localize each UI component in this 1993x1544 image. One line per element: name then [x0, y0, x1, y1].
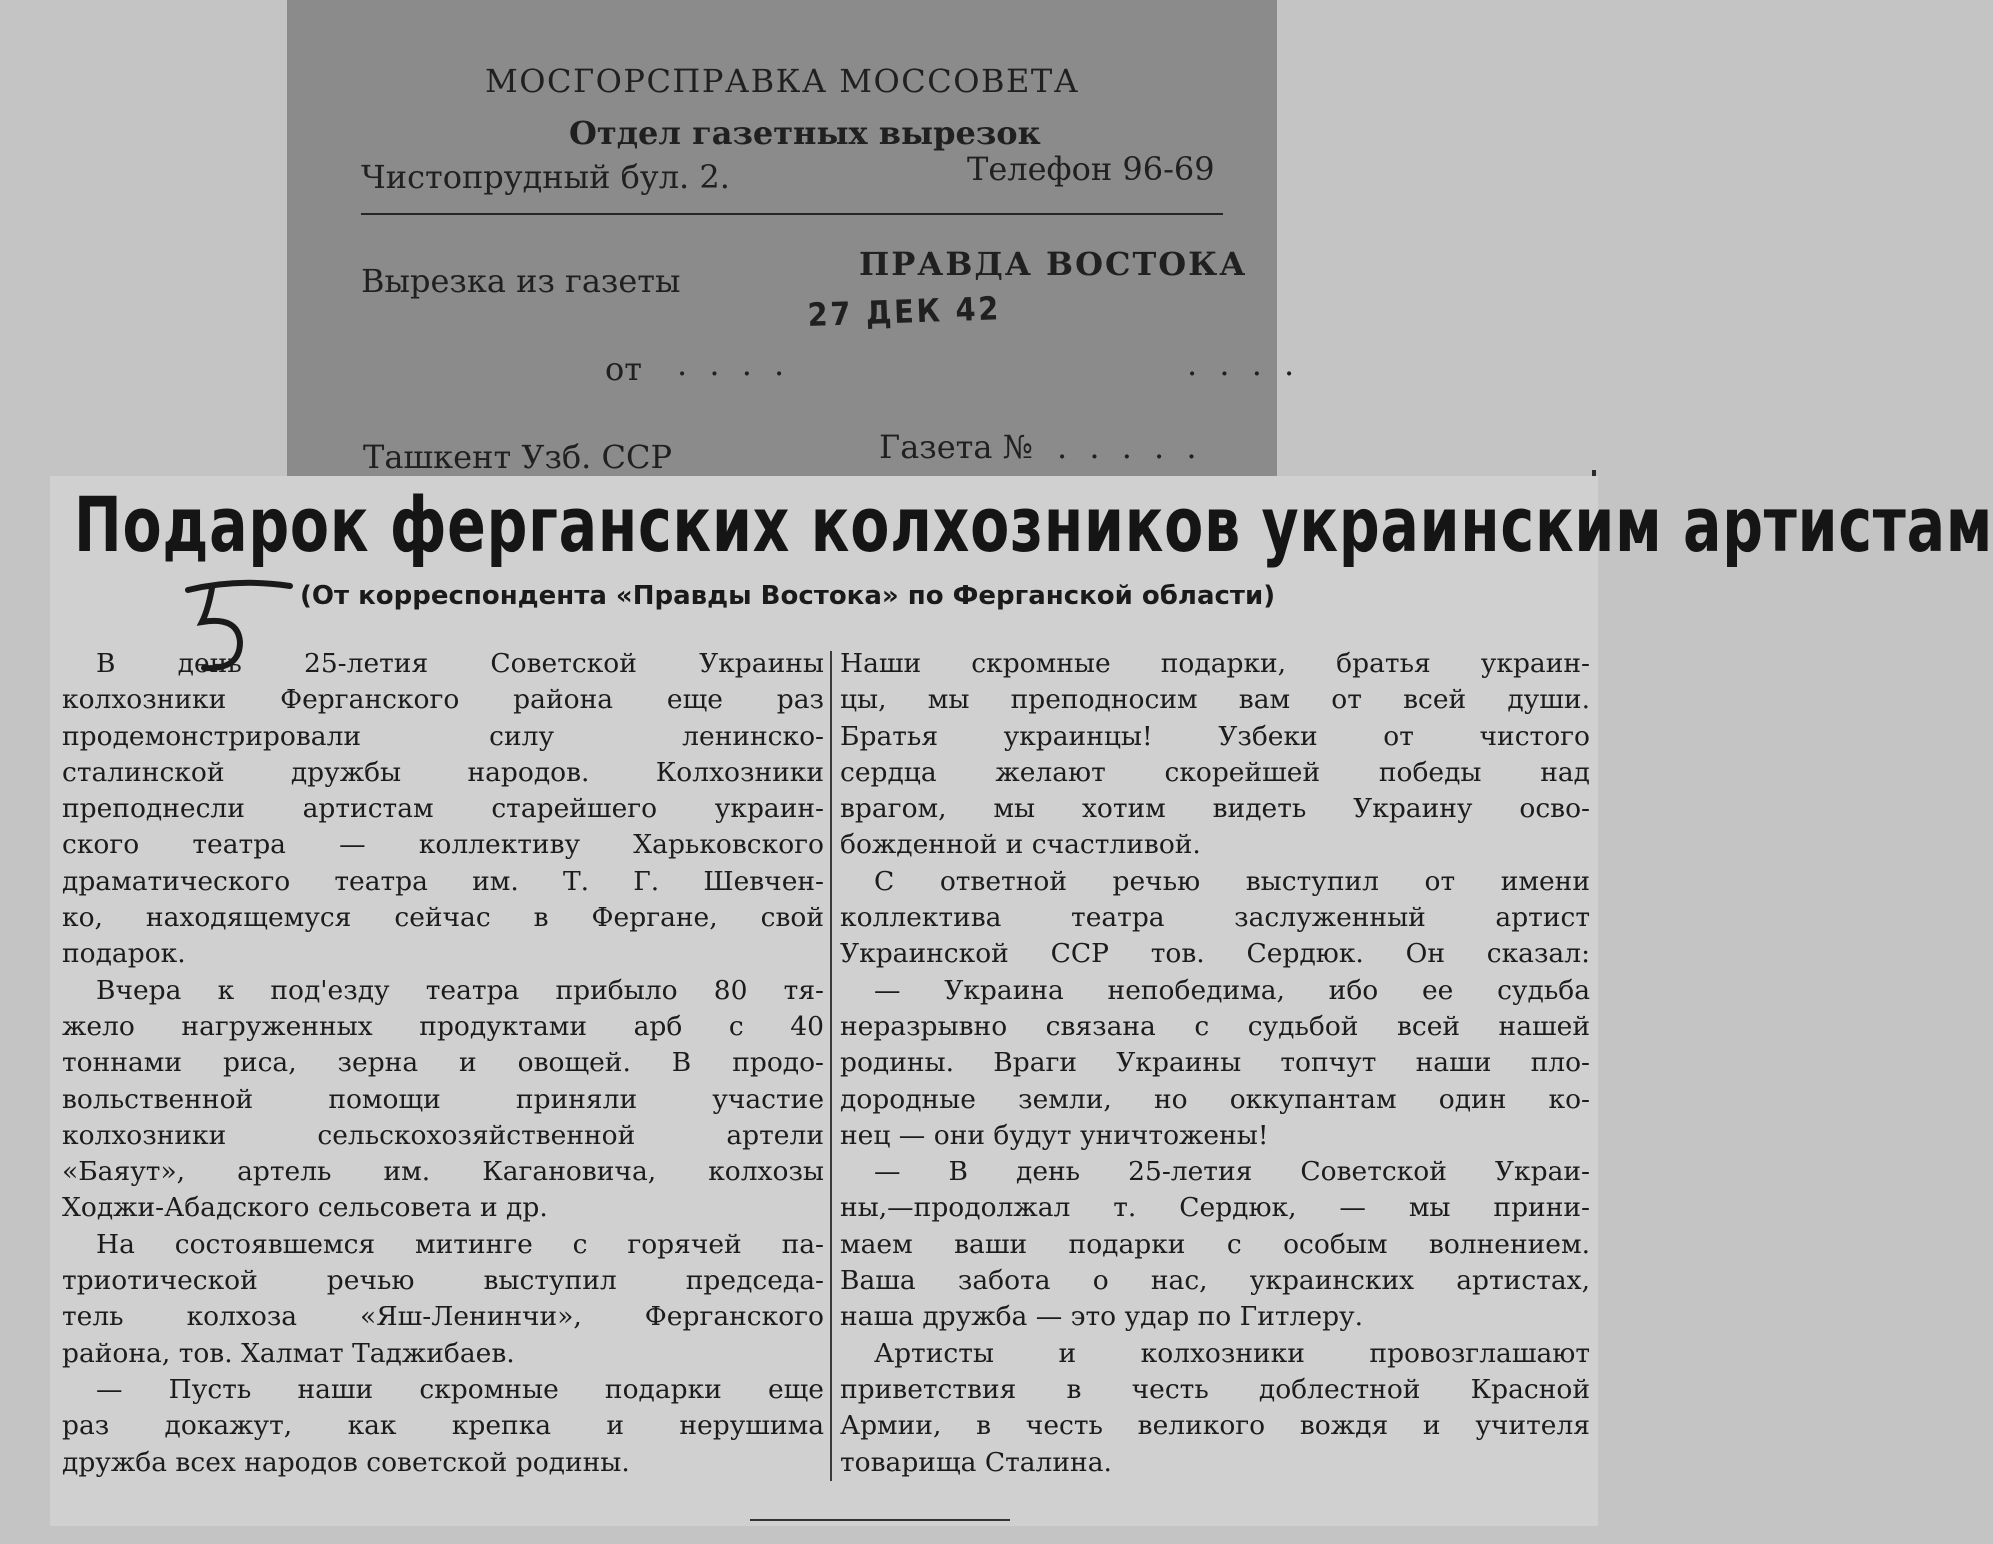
- article-text-line: родины. Враги Украины топчут наши пло-: [840, 1047, 1590, 1079]
- article-text-line: Вчера к под'езду театра прибыло 80 тя-: [96, 974, 824, 1006]
- article-text-line: — Украина непобедима, ибо ее судьба: [874, 974, 1590, 1006]
- article-text-line: «Баяут», артель им. Кагановича, колхозы: [62, 1156, 824, 1188]
- label-clipping-from: Вырезка из газеты: [361, 262, 681, 300]
- article-text-line: сердца желают скорейшей победы над: [840, 756, 1590, 788]
- label-department: Отдел газетных вырезок: [569, 114, 1041, 152]
- article-text-line: цы, мы преподносим вам от всей души.: [840, 684, 1590, 716]
- article-text-line: тель колхоза «Яш-Ленинчи», Ферганского: [62, 1301, 824, 1333]
- label-gazeta-number: Газета №: [879, 428, 1033, 466]
- article-text-line: колхозники сельскохозяйственной артели: [62, 1119, 824, 1151]
- article-column-right: [840, 646, 1590, 1481]
- article-text-line: дружба всех народов советской родины.: [62, 1446, 630, 1478]
- article-text-line: Ходжи-Абадского сельсовета и др.: [62, 1192, 548, 1224]
- article-text-line: На состоявшемся митинге с горячей па-: [96, 1228, 824, 1260]
- article-text-line: сталинской дружбы народов. Колхозники: [62, 756, 824, 788]
- article-text-line: С ответной речью выступил от имени: [874, 865, 1590, 897]
- article-text-line: неразрывно связана с судьбой всей нашей: [840, 1010, 1590, 1042]
- label-date-dots-left: . . . .: [677, 345, 791, 383]
- article-text-line: ны,—продолжал т. Сердюк, — мы прини-: [840, 1192, 1590, 1224]
- article-text-line: Армии, в честь великого вождя и учителя: [840, 1410, 1590, 1442]
- article-text-line: божденной и счастливой.: [840, 829, 1201, 861]
- article-text-line: врагом, мы хотим видеть Украину осво-: [840, 793, 1590, 825]
- bottom-rule: [750, 1519, 1010, 1521]
- article-text-line: раз докажут, как крепка и нерушима: [62, 1410, 824, 1442]
- article-text-line: района, тов. Халмат Таджибаев.: [62, 1337, 515, 1369]
- article-text-line: Артисты и колхозники провозглашают: [874, 1337, 1590, 1369]
- newspaper-clipping: [50, 476, 1993, 1526]
- article-text-line: Наши скромные подарки, братья украин-: [840, 648, 1590, 679]
- article-text-line: драматического театра им. Т. Г. Шевчен-: [62, 865, 824, 897]
- label-city: Ташкент Узб. ССР: [363, 438, 672, 476]
- article-column-left: [62, 646, 824, 1481]
- label-date-dots-right: . . . .: [1187, 345, 1301, 383]
- article-headline: Подарок ферганских колхозников украинским артистам: [74, 480, 1993, 569]
- article-text-line: Братья украинцы! Узбеки от чистого: [840, 720, 1590, 752]
- article-text-line: ко, находящемуся сейчас в Фергане, свой: [62, 902, 824, 934]
- article-text-line: коллектива театра заслуженный артист: [840, 902, 1590, 934]
- article-text-line: подарок.: [62, 938, 186, 970]
- article-text-line: ского театра — коллективу Харьковского: [62, 829, 824, 861]
- article-text-line: преподнесли артистам старейшего украин-: [62, 793, 824, 825]
- article-text-line: триотической речью выступил председа-: [62, 1265, 824, 1297]
- article-text-line: жело нагруженных продуктами арб с 40: [62, 1010, 824, 1042]
- article-text-line: Украинской ССР тов. Сердюк. Он сказал:: [840, 938, 1590, 970]
- article-byline: (От корреспондента «Правды Востока» по Ферганской области): [300, 581, 1276, 611]
- article-text-line: — В день 25-летия Советской Украи-: [874, 1156, 1590, 1188]
- article-text-line: нец — они будут уничтожены!: [840, 1119, 1269, 1151]
- label-gazeta-dots: . . . . .: [1057, 428, 1203, 466]
- column-divider: [830, 651, 832, 1481]
- article-text-line: вольственной помощи приняли участие: [62, 1083, 824, 1115]
- article-text-line: маем ваши подарки с особым волнением.: [840, 1228, 1590, 1260]
- article-text-line: Ваша забота о нас, украинских артистах,: [840, 1265, 1590, 1297]
- label-from-word: от: [605, 350, 642, 388]
- label-newspaper-name: ПРАВДА ВОСТОКА: [859, 245, 1248, 283]
- article-text-line: В день 25-летия Советской Украины: [96, 648, 824, 679]
- article-text-line: колхозники Ферганского района еще раз: [62, 684, 824, 716]
- article-text-line: товарища Сталина.: [840, 1446, 1112, 1478]
- article-text-line: тоннами риса, зерна и овощей. В продо-: [62, 1047, 824, 1079]
- label-address: Чистопрудный бул. 2.: [361, 158, 730, 196]
- date-stamp: 27 ДЕК 42: [807, 289, 1002, 334]
- article-text-line: дородные земли, но оккупантам один ко-: [840, 1083, 1590, 1115]
- label-organization: МОСГОРСПРАВКА МОССОВЕТА: [485, 62, 1080, 100]
- article-text-line: приветствия в честь доблестной Красной: [840, 1373, 1590, 1405]
- label-phone: Телефон 96-69: [967, 150, 1215, 188]
- article-text-line: наша дружба — это удар по Гитлеру.: [840, 1301, 1364, 1333]
- article-text-line: — Пусть наши скромные подарки еще: [96, 1373, 824, 1405]
- article-text-line: продемонстрировали силу ленинско-: [62, 720, 824, 752]
- label-divider: [361, 213, 1223, 215]
- clipping-service-label: [287, 0, 1301, 476]
